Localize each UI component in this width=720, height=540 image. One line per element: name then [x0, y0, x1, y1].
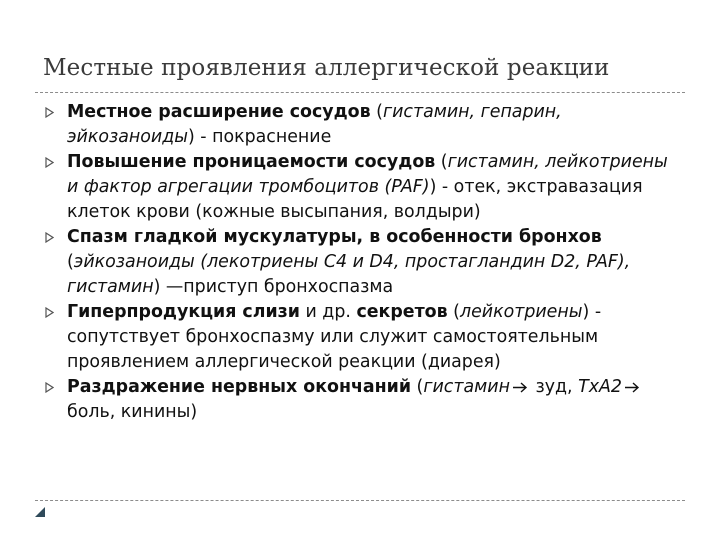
item-text: (	[447, 302, 460, 322]
list-item	[43, 150, 673, 225]
item-bold-text: Гиперпродукция слизи	[67, 302, 300, 322]
item-italic-text: эйкозаноиды (лекотриены С4 и D4, простагландин D2, PAF), гистамин	[67, 252, 631, 297]
item-bold-text: Раздражение нервных окончаний	[67, 377, 412, 397]
item-text: (	[67, 252, 74, 272]
item-bold-text: Спазм гладкой мускулатуры, в особенности бронхов	[67, 227, 602, 247]
arrow-right-icon	[512, 382, 528, 393]
item-text: и др.	[299, 302, 357, 322]
item-text: (	[435, 152, 448, 172]
item-text: зуд,	[529, 377, 579, 397]
item-italic-text: гистамин, лейкотриены и фактор агрегации тромбоцитов (PAF)	[67, 152, 668, 197]
item-italic-text: гистамин	[423, 377, 510, 397]
item-text: (	[370, 102, 383, 122]
triangle-right-icon	[45, 232, 54, 243]
item-text: ) - сопутствует бронхоспазму или служит самостоятельным проявлением аллергической реакции (диарея)	[67, 302, 602, 372]
item-italic-text: гистамин, гепарин, эйкозаноиды	[67, 102, 562, 147]
title-divider	[35, 92, 685, 93]
item-text: боль, кинины)	[67, 402, 198, 422]
item-bold-text: Повышение проницаемости сосудов	[67, 152, 436, 172]
item-text: ) - отек, экстравазация клеток крови (кожные высыпания, волдыри)	[67, 177, 643, 222]
triangle-down-right-icon	[34, 506, 46, 518]
item-text: (	[411, 377, 424, 397]
item-italic-text: лейкотриены	[459, 302, 583, 322]
arrow-right-icon	[624, 382, 640, 393]
triangle-right-icon	[45, 382, 54, 393]
triangle-right-icon	[45, 157, 54, 168]
list-item	[43, 100, 673, 150]
item-text: ) —приступ бронхоспазма	[153, 277, 394, 297]
item-bold-text: секретов	[356, 302, 448, 322]
item-bold-text: Местное расширение сосудов	[67, 102, 371, 122]
list-item	[43, 225, 673, 300]
triangle-right-icon	[45, 107, 54, 118]
item-text: ) - покраснение	[187, 127, 332, 147]
bottom-divider	[35, 500, 685, 501]
item-italic-text: ТхА2	[578, 377, 622, 397]
slide-title: Местные проявления аллергической реакции	[43, 55, 610, 81]
bullet-list	[43, 100, 673, 425]
list-item	[43, 375, 673, 425]
list-item	[43, 300, 673, 375]
triangle-right-icon	[45, 307, 54, 318]
